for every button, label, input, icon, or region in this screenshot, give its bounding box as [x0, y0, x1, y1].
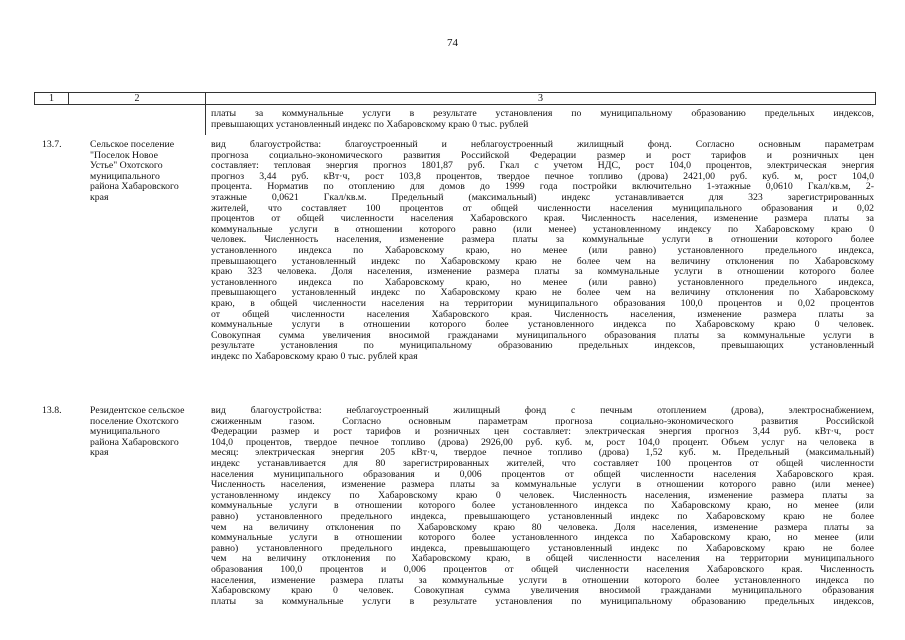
entry-text-line: населения муниципального образования и 0,006 процентов от общей численности населения Хабаровского края.: [211, 469, 874, 480]
entry-text-line: чем на величину отклонения по Хабаровскому краю, в общей численности населения на территории муниципального: [211, 554, 874, 565]
entry-text-line: индекс устанавливается для 80 зарегистрированных жителей, что составляет 100 процентов от общей численности: [211, 458, 874, 469]
entry-text-line: составляет: тепловая энергия прогноз 1801,87 руб. Гкал с учетом НДС, рост 104,0 процентов, электрическая энергия: [211, 161, 874, 172]
entry-text-line: установленному индексу по Хабаровскому краю 0 человек. Численность населения, изменение размера платы за: [211, 490, 874, 501]
continuation-line: платы за коммунальные услуги в результате установления по муниципальному образованию предельных индексов,: [211, 109, 874, 119]
entry-name-line: района Хабаровского: [90, 436, 179, 448]
entry-text-line: платы за коммунальные услуги в результате установления по муниципальному образованию предельных индексов,: [211, 596, 874, 607]
entry-text-line: Федерации размер и рост тарифов и розничных цен составляет: электрическая энергия прогноз 3,44 руб. кВт·ч, рост: [211, 427, 874, 438]
page-number: 74: [447, 37, 458, 49]
entry-number: 13.7.: [42, 139, 62, 150]
entry-text-line: месяц: электрическая энергия 205 кВт·ч, твердое печное топливо (дрова) 1,52 куб. м. Предельный (максимальный): [211, 448, 874, 459]
entry-name: [90, 406, 202, 459]
entry-text: [211, 140, 874, 362]
table-header-col-3: 3: [538, 93, 543, 104]
entry-text-line: вид благоустройства: неблагоустроенный жилищный фонд с печным отоплением (дрова), электроснабжением,: [211, 406, 874, 416]
entry-text-line: индекс по Хабаровскому краю 0 тыс. рублей края: [211, 351, 418, 362]
entry-text-line: коммунальные услуги в отношении которого более установленного индекса по Хабаровскому краю 0 человек.: [211, 320, 874, 331]
entry-text: [211, 406, 874, 607]
entry-name-line: поселение Охотского: [90, 415, 179, 427]
entry-text-line: Хабаровскому краю 0 человек. Совокупная сумма увеличения вносимой гражданами муниципального образования: [211, 586, 874, 597]
entry-text-line: 104,0 процентов, твердое печное топливо (дрова) 2926,00 руб. куб. м, рост 104,0 процент. Объем услуг на человека в: [211, 437, 874, 448]
entry-name-line: "Поселок Новое: [90, 149, 158, 161]
entry-text-line: установленного индекса по Хабаровскому краю, но менее (или равно) установленного предельного индекса,: [211, 277, 874, 288]
column-divider: [205, 105, 206, 135]
entry-text-line: Численность населения, изменение размера платы за коммунальные услуги в отношении которого равно (или менее): [211, 480, 874, 491]
table-header-row: [34, 92, 876, 105]
entry-text-line: от общей численности населения Хабаровского края. Численность населения, изменение размера платы за: [211, 309, 874, 320]
entry-text-line: краю, в общей численности населения на территории муниципального образования 100,0 процентов и 0,02 процентов: [211, 298, 874, 309]
entry-text-line: сжиженным газом. Согласно основным параметрам прогноза социально-экономического развития Российской: [211, 416, 874, 427]
entry-text-line: жителей, что составляет 100 процентов от общей численности населения муниципального образования и 0,02: [211, 203, 874, 214]
entry-name-line: края: [90, 447, 109, 459]
table-header-col-1: 1: [35, 93, 69, 104]
entry-text-line: Совокупная сумма увеличения вносимой гражданами муниципального образования платы за коммунальные услуги в: [211, 330, 874, 341]
entry-name-line: района Хабаровского: [90, 181, 179, 193]
entry-text-line: процентов от общей численности населения Хабаровского края. Численность населения, изменение размера платы за: [211, 214, 874, 225]
entry-text-line: прогноза социально-экономического развития Российской Федерации размер и рост тарифов и розничных цен: [211, 150, 874, 161]
entry-text-line: установленного индекса по Хабаровскому краю, но менее (или равно) установленного предельного индекса,: [211, 245, 874, 256]
entry-text-line: равно) установленного предельного индекса, превышающего установленный индекс по Хабаровскому краю не более: [211, 543, 874, 554]
entry-text-line: превышающего установленный индекс по Хабаровскому краю не более чем на величину отклонения по Хабаровскому: [211, 256, 874, 267]
table-header-col-2: 2: [69, 93, 206, 104]
entry-text-line: превышающего установленный индекс по Хабаровскому краю не более чем на величину отклонения по Хабаровскому: [211, 288, 874, 299]
entry-name-line: муниципального: [90, 170, 160, 182]
continuation-text: [211, 109, 874, 130]
entry-name-line: Сельское поселение: [90, 139, 175, 150]
entry-text-line: населения, изменение размера платы за коммунальные услуги в отношении которого более установленного индекса по: [211, 575, 874, 586]
entry-text-line: результате установления по муниципальному образованию предельных индексов, превышающих установленный: [211, 341, 874, 352]
entry-name-line: Резидентское сельское: [90, 405, 185, 416]
entry-text-line: коммунальные услуги в отношении которого равно (или менее) установленному индексу по Хабаровскому краю 0: [211, 224, 874, 235]
entry-text-line: коммунальные услуги в отношении которого более установленного индекса по Хабаровскому краю, но менее (или: [211, 533, 874, 544]
entry-text-line: коммунальные услуги в отношении которого более установленного индекса по Хабаровскому краю, но менее (или: [211, 501, 874, 512]
entry-name-line: края: [90, 191, 109, 203]
entry-text-line: образования 100,0 процентов и 0,006 процентов от общей численности населения Хабаровского края. Численность: [211, 564, 874, 575]
entry-name: [90, 140, 202, 204]
entry-text-line: этажные 0,0621 Гкал/кв.м. Предельный (максимальный) индекс устанавливается для 323 зарегистрированных: [211, 192, 874, 203]
entry-text-line: человек. Численность населения, изменение размера платы за коммунальные услуги в отношении которого более: [211, 235, 874, 246]
entry-name-line: Устье" Охотского: [90, 160, 163, 172]
entry-text-line: вид благоустройства: благоустроенный и неблагоустроенный жилищный фонд. Согласно основным параметрам: [211, 140, 874, 150]
continuation-line: превышающих установленный индекс по Хабаровскому краю 0 тыс. рублей: [211, 119, 529, 130]
entry-text-line: чем на величину отклонения по Хабаровскому краю 80 человека. Доля населения, изменение размера платы за: [211, 522, 874, 533]
entry-name-line: муниципального: [90, 426, 160, 438]
entry-text-line: прогноз 3,44 руб. кВт·ч, рост 103,8 процентов, твердое печное топливо (дрова) 2421,00 руб. куб. м, рост 104,0: [211, 171, 874, 182]
entry-text-line: процента. Норматив по отоплению для домов до 1999 года постройки включительно 1-этажные 0,0610 Гкал/кв.м, 2-: [211, 182, 874, 193]
entry-text-line: равно) установленного предельного индекса, превышающего установленный индекс по Хабаровскому краю не более: [211, 511, 874, 522]
entry-number: 13.8.: [42, 405, 62, 416]
entry-text-line: краю 323 человека. Доля населения, изменение размера платы за коммунальные услуги в отношении которого более: [211, 267, 874, 278]
